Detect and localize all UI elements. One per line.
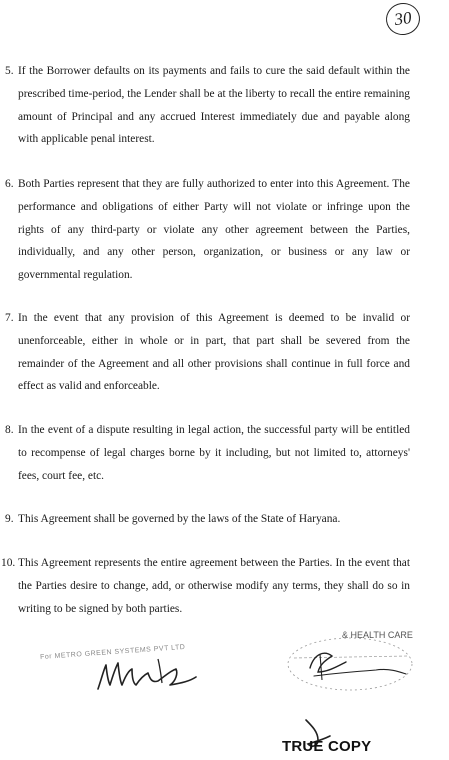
borrower-stamp-text: & HEALTH CARE [342,630,413,640]
clause-number: 8. [5,424,14,436]
clause-text: In the event of a dispute resulting in legal action, the successful party will be entitled to recompense of legal charges borne by it including, but not limited to, attorneys' fees, court fee, etc. [18,424,410,482]
clause-text: In the event that any provision of this Agreement is deemed to be invalid or unenforceable, either in whole or in part, that part shall be severed from the remainder of the Agreement and all other provisions shall continue in full force and effect as valid and enforceable. [18,312,410,393]
clause-6 [5,173,410,287]
clause-number: 5. [5,65,14,77]
clause-8 [5,419,410,487]
page-number: 30 [384,1,422,37]
clause-5 [5,60,410,151]
true-copy-stamp: TRUE COPY [282,738,372,755]
clause-number: 7. [5,312,14,324]
clause-text: If the Borrower defaults on its payments and fails to cure the said default within the prescribed time-period, the Lender shall be at the liberty to recall the entire remaining amount of Principal and any accrued Interest immediately due and payable along with applicable penal interest. [18,65,410,146]
clause-7 [5,307,410,398]
clause-text: This Agreement represents the entire agreement between the Parties. In the event that the Parties desire to change, add, or otherwise modify any terms, they shall do so in writing to be signed by both parties. [18,557,410,615]
lender-stamp-text: For METRO GREEN SYSTEMS PVT LTD [39,643,186,662]
clause-text: Both Parties represent that they are fully authorized to enter into this Agreement. The performance and obligations of either Party will not violate or infringe upon the rights of any third-party or violate any other agreement between the Parties, individually, and any other person, organization, or business or any law or governmental regulation. [18,178,410,282]
clause-number: 9. [5,513,14,525]
clause-text: This Agreement shall be governed by the laws of the State of Haryana. [18,513,341,525]
lender-signature [40,641,210,691]
borrower-signature [280,628,430,698]
borrower-stamp-signature [280,628,430,698]
lender-stamp-signature [40,641,210,691]
clause-10 [1,552,410,620]
clause-number: 10. [1,557,16,569]
clause-9 [5,508,410,531]
clause-number: 6. [5,178,14,190]
